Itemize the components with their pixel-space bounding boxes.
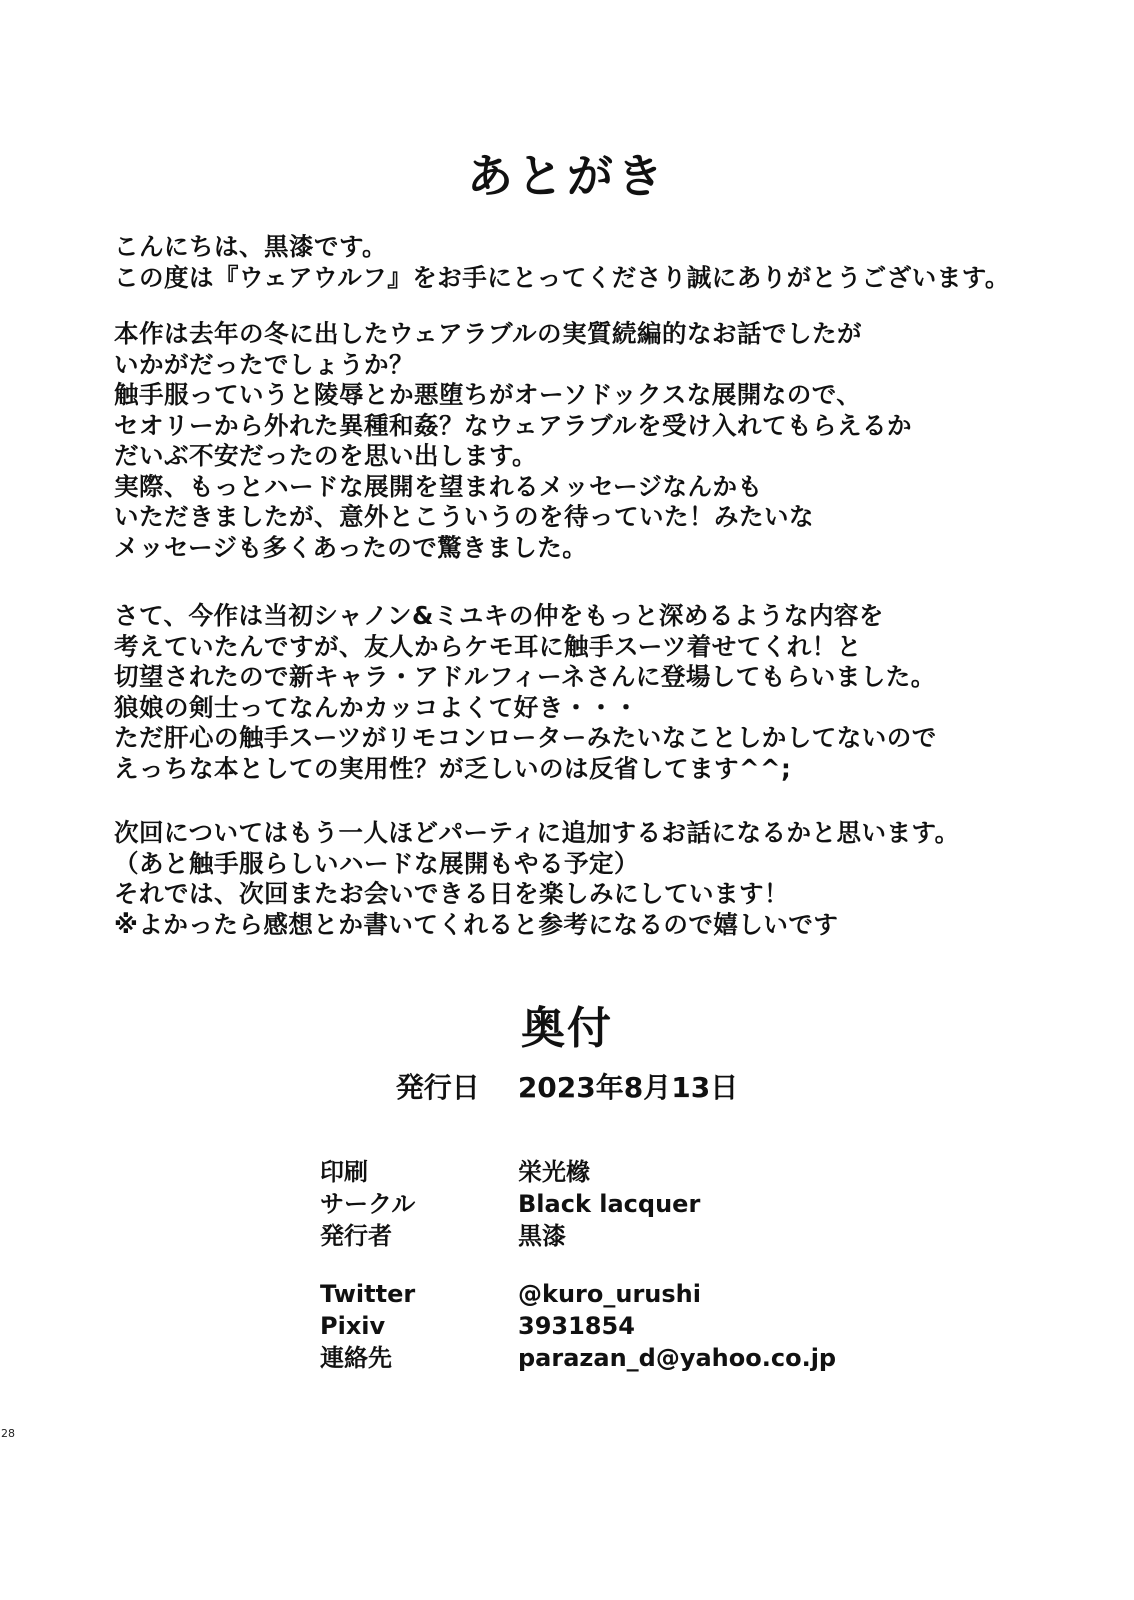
- colophon-row-twitter: [320, 1278, 880, 1310]
- info-label: 印刷: [320, 1158, 368, 1186]
- info-label: Pixiv: [320, 1312, 386, 1340]
- colophon-row-contact: [320, 1342, 880, 1374]
- afterword-paragraph: [114, 601, 1054, 784]
- colophon-row-pixiv: [320, 1310, 880, 1342]
- info-value: 3931854: [518, 1312, 635, 1340]
- text-line: 本作は去年の冬に出したウェアラブルの実質続編的なお話でしたが: [114, 319, 863, 348]
- publish-date-label: 発行日: [395, 1071, 480, 1104]
- text-line: 切望されたので新キャラ・アドルフィーネさんに登場してもらいました。: [114, 662, 936, 691]
- text-line: だいぶ不安だったのを思い出します。: [114, 441, 538, 470]
- info-label: 連絡先: [320, 1344, 392, 1372]
- colophon-contact-group: [320, 1278, 880, 1374]
- info-value: 黒漆: [518, 1222, 566, 1250]
- text-line: いかがだったでしょうか？: [114, 349, 414, 379]
- colophon-info-group: [320, 1156, 880, 1252]
- info-value: Black lacquer: [518, 1190, 701, 1218]
- text-line: セオリーから外れた異種和姦？なウェアラブルを受け入れてもらえるか: [114, 410, 913, 440]
- publish-date-row: [0, 1066, 1134, 1106]
- info-value: 栄光橼: [518, 1158, 590, 1186]
- text-line: いただきましたが、意外とこういうのを待っていた！みたいな: [114, 502, 814, 531]
- info-label: 発行者: [320, 1222, 392, 1250]
- afterword-paragraph: [114, 319, 1054, 563]
- publish-date-value: 2023年8月13日: [517, 1071, 739, 1104]
- info-value: @kuro_urushi: [518, 1280, 701, 1308]
- text-line: ※よかったら感想とか書いてくれると参考になるので嬉しいです: [114, 909, 839, 939]
- info-label: Twitter: [320, 1280, 416, 1308]
- text-line: えっちな本としての実用性？が乏しいのは反省してます^^;: [114, 753, 792, 783]
- afterword-paragraph: [114, 818, 1054, 940]
- colophon-row-printer: [320, 1156, 880, 1188]
- page-number: 28: [1, 1427, 15, 1440]
- info-label: サークル: [320, 1190, 416, 1218]
- text-line: さて、今作は当初シャノン&ミユキの仲をもっと深めるような内容を: [114, 601, 884, 630]
- afterword-title: あとがき: [467, 149, 667, 203]
- text-line: （あと触手服らしいハードな展開もやる予定）: [114, 848, 639, 878]
- afterword-paragraph: [114, 232, 1054, 293]
- text-line: メッセージも多くあったので驚きました。: [114, 532, 588, 562]
- text-line: こんにちは、黒漆です。: [114, 232, 388, 261]
- info-value: parazan_d@yahoo.co.jp: [518, 1344, 837, 1372]
- text-line: 触手服っていうと陵辱とか悪堕ちがオーソドックスな展開なので、: [114, 380, 862, 409]
- text-line: それでは、次回またお会いできる日を楽しみにしています！: [114, 879, 789, 908]
- colophon-row-circle: [320, 1188, 880, 1220]
- text-line: 狼娘の剣士ってなんかカッコよくて好き・・・: [114, 692, 639, 722]
- text-line: ただ肝心の触手スーツがリモコンローターみたいなことしかしてないので: [114, 723, 937, 752]
- colophon-title: 奥付: [521, 1003, 613, 1054]
- text-line: 次回についてはもう一人ほどパーティに追加するお話になるかと思います。: [114, 818, 960, 847]
- text-line: 考えていたんですが、友人からケモ耳に触手スーツ着せてくれ！と: [114, 631, 862, 661]
- colophon-row-publisher: [320, 1220, 880, 1252]
- text-line: 実際、もっとハードな展開を望まれるメッセージなんかも: [114, 471, 763, 501]
- text-line: この度は『ウェアウルフ』をお手にとってくださり誠にありがとうございます。: [114, 262, 1010, 292]
